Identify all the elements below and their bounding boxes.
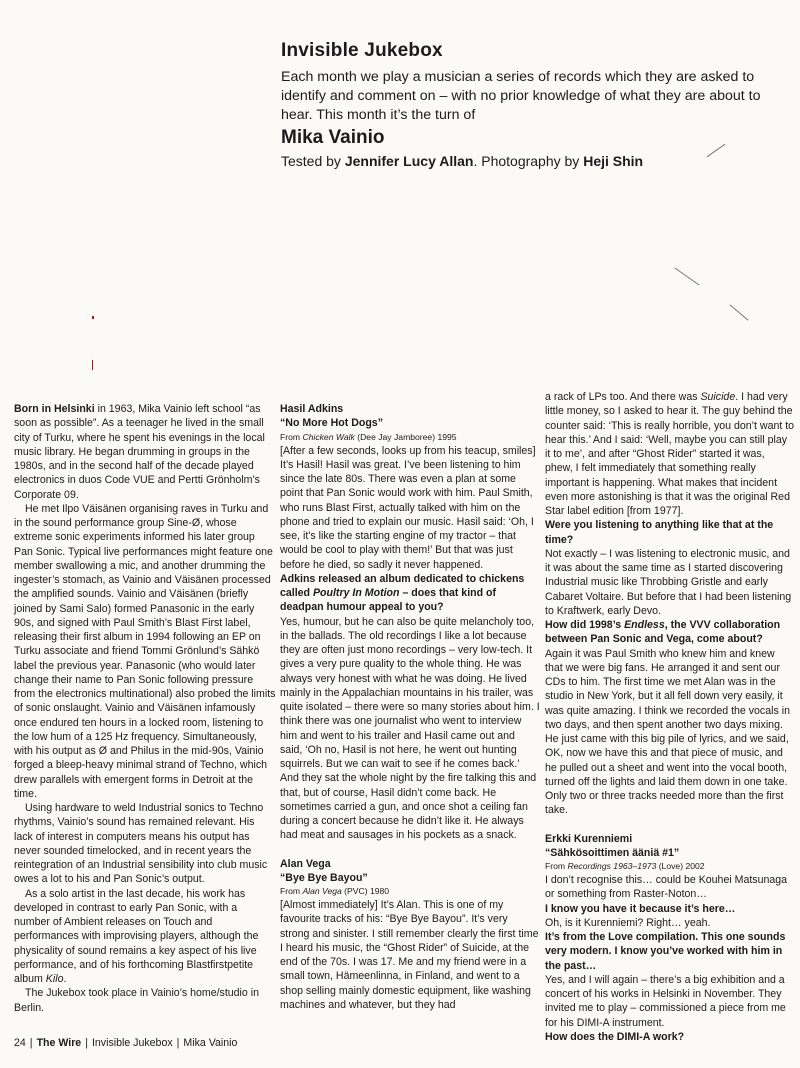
tester-name: Jennifer Lucy Allan [344,153,474,169]
answer-text: Not exactly – I was listening to electronic music, and it was about the same time as I started discovering Industrial music like Throbbing Gristle and early Cabaret Voltaire. But before that I had been listening to Kraftwerk, early Devo. [545,547,792,617]
bio-column [14,402,276,1015]
jukebox-column-2 [280,402,540,1012]
question-text: How did 1998’s Endless, the VVV collaboration between Pan Sonic and Vega, come about? [545,619,781,646]
credits-line [281,153,793,169]
answer-text: Yes, and I will again – there’s a big exhibition and a concert of his works in Helsinki in November. They invited me to play – commissioned a piece from me for his DIMI-A instrument. [545,973,786,1029]
answer-text: [After a few seconds, looks up from his teacup, smiles] It’s Hasil! Hasil was great. I’ve been listening to him since the late 80s. There was even a plan at some point that Pan Sonic would work with him. Paul Smith, who runs Blast First, actually talked with him on the phone and tried to explain our music. Hasil said: ‘Oh, I see, it’s like the starting engine of my tractor – that would be cool to play with them!’ But that was just before he died, so sadly it never happened. [280,444,536,571]
bio-lead: Born in Helsinki [14,403,95,415]
article-header [281,40,793,169]
red-scan-mark [92,360,93,370]
question-text: I know you have it because it’s here… [545,902,736,915]
track-title: “No More Hot Dogs” [280,417,383,430]
pencil-stroke [729,304,748,320]
magazine-name: The Wire [36,1037,82,1049]
jukebox-column-3 [545,390,795,1044]
track-source: From Recordings 1963–1973 (Love) 2002 [545,861,705,871]
track-title: “Bye Bye Bayou” [280,871,368,884]
bio-paragraph: As a solo artist in the last decade, his work has developed in contrast to early Pan Sonic, with a number of Ambient releases on Touch and performances with improvising players, although the physicality of sound remains a key aspect of his live performance, and of his forthcoming Blastfirstpetite album Kilo. [14,887,259,985]
answer-text: Again it was Paul Smith who knew him and knew that we were big fans. He arranged it and sent our CDs to him. The first time we met Alan was in the studio in New York, but it all fell down very easily, it was quite amazing. I think we recorded the vocals in two days, and then spent another two days mixing. He just came with this big pile of lyrics, and we said, OK, now we have this and that piece of music, and he pulled out a sheet and went into the vocal booth, turned off the lights and laid them down in one take. Only two or three tracks needed more than the first take. [545,647,790,817]
track-artist: Alan Vega [280,857,331,870]
answer-text: Oh, is it Kurenniemi? Right… yeah. [545,916,711,929]
photo-prefix: . Photography by [473,153,580,169]
photographer-name: Heji Shin [583,153,644,169]
footer-subject: Mika Vainio [183,1037,238,1049]
page-number: 24 [14,1037,26,1049]
bio-paragraph: Born in Helsinki in 1963, Mika Vainio left school “as soon as possible”. As a teenager he lived in the small city of Turku, where he spent his evenings in the local music library. He began drumming in groups in the 1980s, and in the second half of the decade played electronics in duos Code VUE and Pertti Grönholm’s Corporate 09. [14,403,265,501]
section-title: Invisible Jukebox [281,40,443,61]
bio-paragraph: Using hardware to weld Industrial sonics to Techno rhythms, Vainio’s sound has remained relevant. His lack of interest in computers means his output has never sounded timelocked, and in recent years the reintegration of an Industrial sensibility into club music owes a lot to his and Pan Sonic’s output. [14,802,268,886]
answer-text: a rack of LPs too. And there was Suicide. I had very little money, so I asked to hear it. The guy behind the counter said: ‘This is really horrible, you don’t want to hear this.’ And I said: ‘Well, maybe you can still play it to me’, and after “Ghost Rider” started it was, phew, I felt immediately that something really important is happening. What makes that incident even more astonishing is that it was the original Red Star label edition [from 1977]. [545,391,795,517]
bio-paragraph: The Jukebox took place in Vainio’s home/studio in Berlin. [14,987,259,1014]
question-text: It’s from the Love compilation. This one sounds very modern. I know you’ve worked with him in the past… [545,931,786,972]
track-source: From Chicken Walk (Dee Jay Jamboree) 1995 [280,431,457,442]
footer-section: Invisible Jukebox [91,1037,173,1049]
track-source: From Alan Vega (PVC) 1980 [280,886,390,896]
question-text: How does the DIMI-A work? [545,1030,685,1043]
question-text: Were you listening to anything like that at the time? [545,519,774,546]
answer-text: Yes, humour, but he can also be quite melancholy too, in the ballads. The old recordings I like a lot because they are often just mono recordings – very low-tech. It gives a very pure quality to the whole thing. He was always very honest with what he was doing. He lived mainly in the Appalachian mountains in his trailer, was quite isolated – there were so many stories about him. I think there was one journalist who went to interview him and went to his trailer and Hasil came out and said, ‘Oh no, Hasil is not here, he went out hunting squirrels. But we can wait to see if he comes back.’ And they sat the whole night by the fire talking this and that, but of course, Hasil didn’t come back. He sometimes carried a gun, and once shot a ceiling fan during a concert because he didn’t like it. He always had meat and sausages in his pockets as a snack. [280,615,540,842]
answer-text: I don’t recognise this… could be Kouhei Matsunaga or something from Raster-Noton… [545,874,788,901]
pencil-stroke [674,267,699,285]
page-footer: 24 | The Wire | Invisible Jukebox | Mika Vainio [14,1037,238,1049]
tested-by-prefix: Tested by [281,153,341,169]
bio-paragraph: He met Ilpo Väisänen organising raves in Turku and in the sound performance group Sine-Ø, whose extreme sonic experiments informed his later group Pan Sonic. Typical live performances might feature one member swallowing a mic, and another drumming the ingester’s stomach, as Vainio and Väisänen processed the amplified sounds. Vainio and Väisänen (briefly joined by Sami Salo) formed Panasonic in the early 90s, and signed with Paul Smith’s Blast First label, releasing their first album in 1994 following an EP on Turku associate and friend Tommi Grönlund’s Sähkö label the previous year. Panasonic (who would later change their name to Pan Sonic following pressure from the electronics multinational) also probed the limits of sonic onslaught. Vainio and Väisänen infamously once endured ten hours in a locked room, listening to the low hum of a 125 Hz frequency. Simultaneously, with his output as Ø and Philus in the mid-90s, Vainio forged a bleep-heavy minimal strand of Techno, which drew parallels with emergent forms in Detroit at the time. [14,502,276,800]
answer-text: [Almost immediately] It’s Alan. This is one of my favourite tracks of his: “Bye Bye Bayou”. It’s very strong and sinister. I still remember clearly the first time I heard his music, the “Ghost Rider” of Suicide, at the end of the 70s. I was 17. Me and my friend were in a small town, Hämeenlinna, in Finland, and went to a shop selling mainly domestic equipment, like washing machines and whatever, but they had [280,899,539,1011]
question-text: Adkins released an album dedicated to chickens called Poultry In Motion – does that kind of deadpan humour appeal to you? [280,572,525,614]
track-artist: Hasil Adkins [280,403,344,415]
album-title: Kilo [45,973,64,985]
track-title: “Sähkösoittimen ääniä #1” [545,846,680,859]
intro-text: Each month we play a musician a series of records which they are asked to identify and comment on – with no prior knowledge of what they are about to hear. This month it’s the turn of [281,69,761,123]
red-scan-mark [92,316,94,319]
track-artist: Erkki Kurenniemi [545,832,633,845]
artist-name: Mika Vainio [281,127,385,148]
